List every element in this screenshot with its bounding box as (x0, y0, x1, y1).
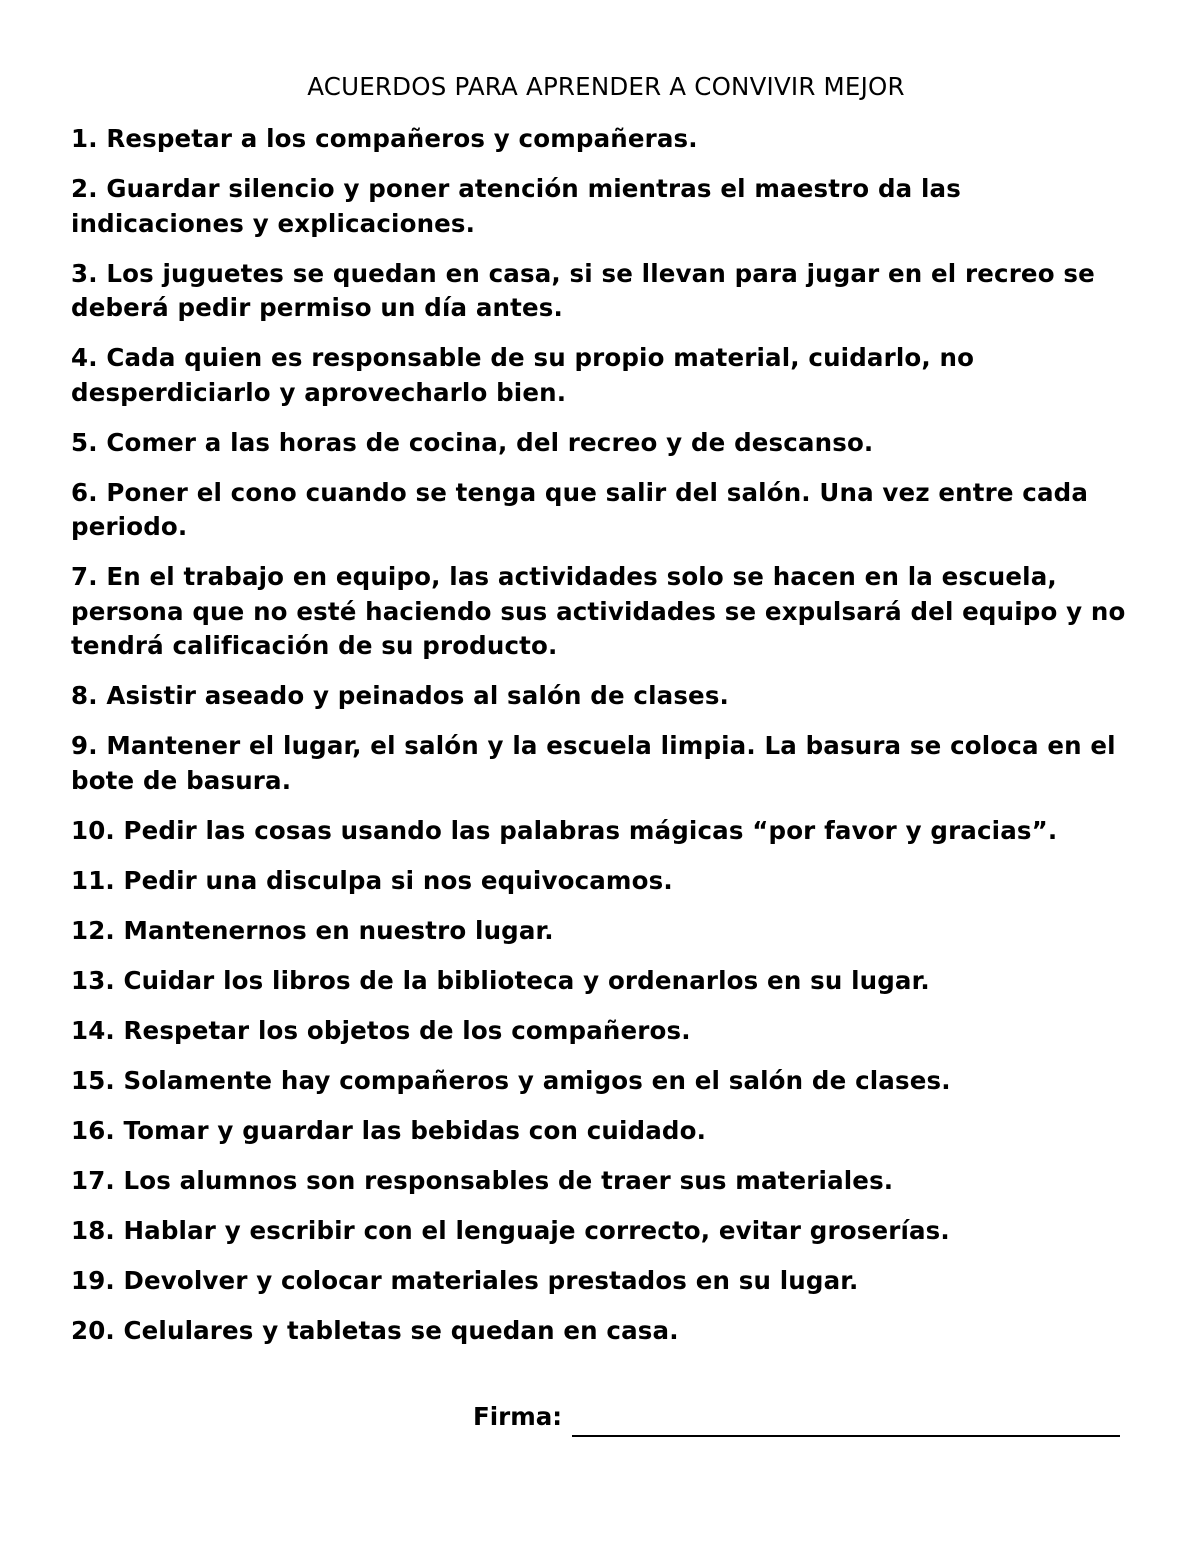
rule-item: 5. Comer a las horas de cocina, del recreo y de descanso. (71, 427, 874, 457)
rule-item: 8. Asistir aseado y peinados al salón de clases. (71, 681, 730, 710)
rule-item: 13. Cuidar los libros de la biblioteca y ordenarlos en su lugar. (71, 965, 930, 995)
rule-item: 18. Hablar y escribir con el lenguaje correcto, evitar groserías. (71, 1215, 950, 1245)
rule-item: 1. Respetar a los compañeros y compañeras. (71, 124, 698, 153)
rule-item: 9. Mantener el lugar, el salón y la escuela limpia. La basura se coloca en el bote de basura. (71, 731, 1116, 795)
rule-item: 2. Guardar silencio y poner atención mientras el maestro da las indicaciones y explicaciones. (71, 174, 961, 238)
document-page (71, 70, 1141, 1364)
rule-item: 17. Los alumnos son responsables de traer sus materiales. (71, 1165, 894, 1195)
rule-item: 19. Devolver y colocar materiales prestados en su lugar. (71, 1265, 859, 1295)
rule-item: 14. Respetar los objetos de los compañeros. (71, 1015, 691, 1045)
rule-item: 10. Pedir las cosas usando las palabras mágicas “por favor y gracias”. (71, 815, 1058, 845)
rule-item: 7. En el trabajo en equipo, las actividades solo se hacen en la escuela, persona que no esté haciendo sus actividades se expulsará del equipo y no tendrá calificación de su producto. (71, 562, 1126, 660)
signature-block (473, 1397, 1120, 1437)
signature-line[interactable] (572, 1405, 1120, 1437)
rule-item: 6. Poner el cono cuando se tenga que salir del salón. Una vez entre cada periodo. (71, 477, 1089, 541)
rule-item: 12. Mantenernos en nuestro lugar. (71, 915, 554, 945)
rule-item: 3. Los juguetes se quedan en casa, si se llevan para jugar en el recreo se deberá pedir permiso un día antes. (71, 258, 1095, 322)
rules-list (71, 122, 1141, 1348)
rule-item: 15. Solamente hay compañeros y amigos en el salón de clases. (71, 1065, 951, 1095)
rule-item: 20. Celulares y tabletas se quedan en casa. (71, 1315, 679, 1345)
document-title: ACUERDOS PARA APRENDER A CONVIVIR MEJOR (307, 72, 905, 101)
signature-label: Firma: (473, 1402, 563, 1431)
rule-item: 16. Tomar y guardar las bebidas con cuidado. (71, 1115, 707, 1145)
rule-item: 4. Cada quien es responsable de su propio material, cuidarlo, no desperdiciarlo y aprovecharlo bien. (71, 343, 975, 407)
rule-item: 11. Pedir una disculpa si nos equivocamos. (71, 865, 673, 895)
